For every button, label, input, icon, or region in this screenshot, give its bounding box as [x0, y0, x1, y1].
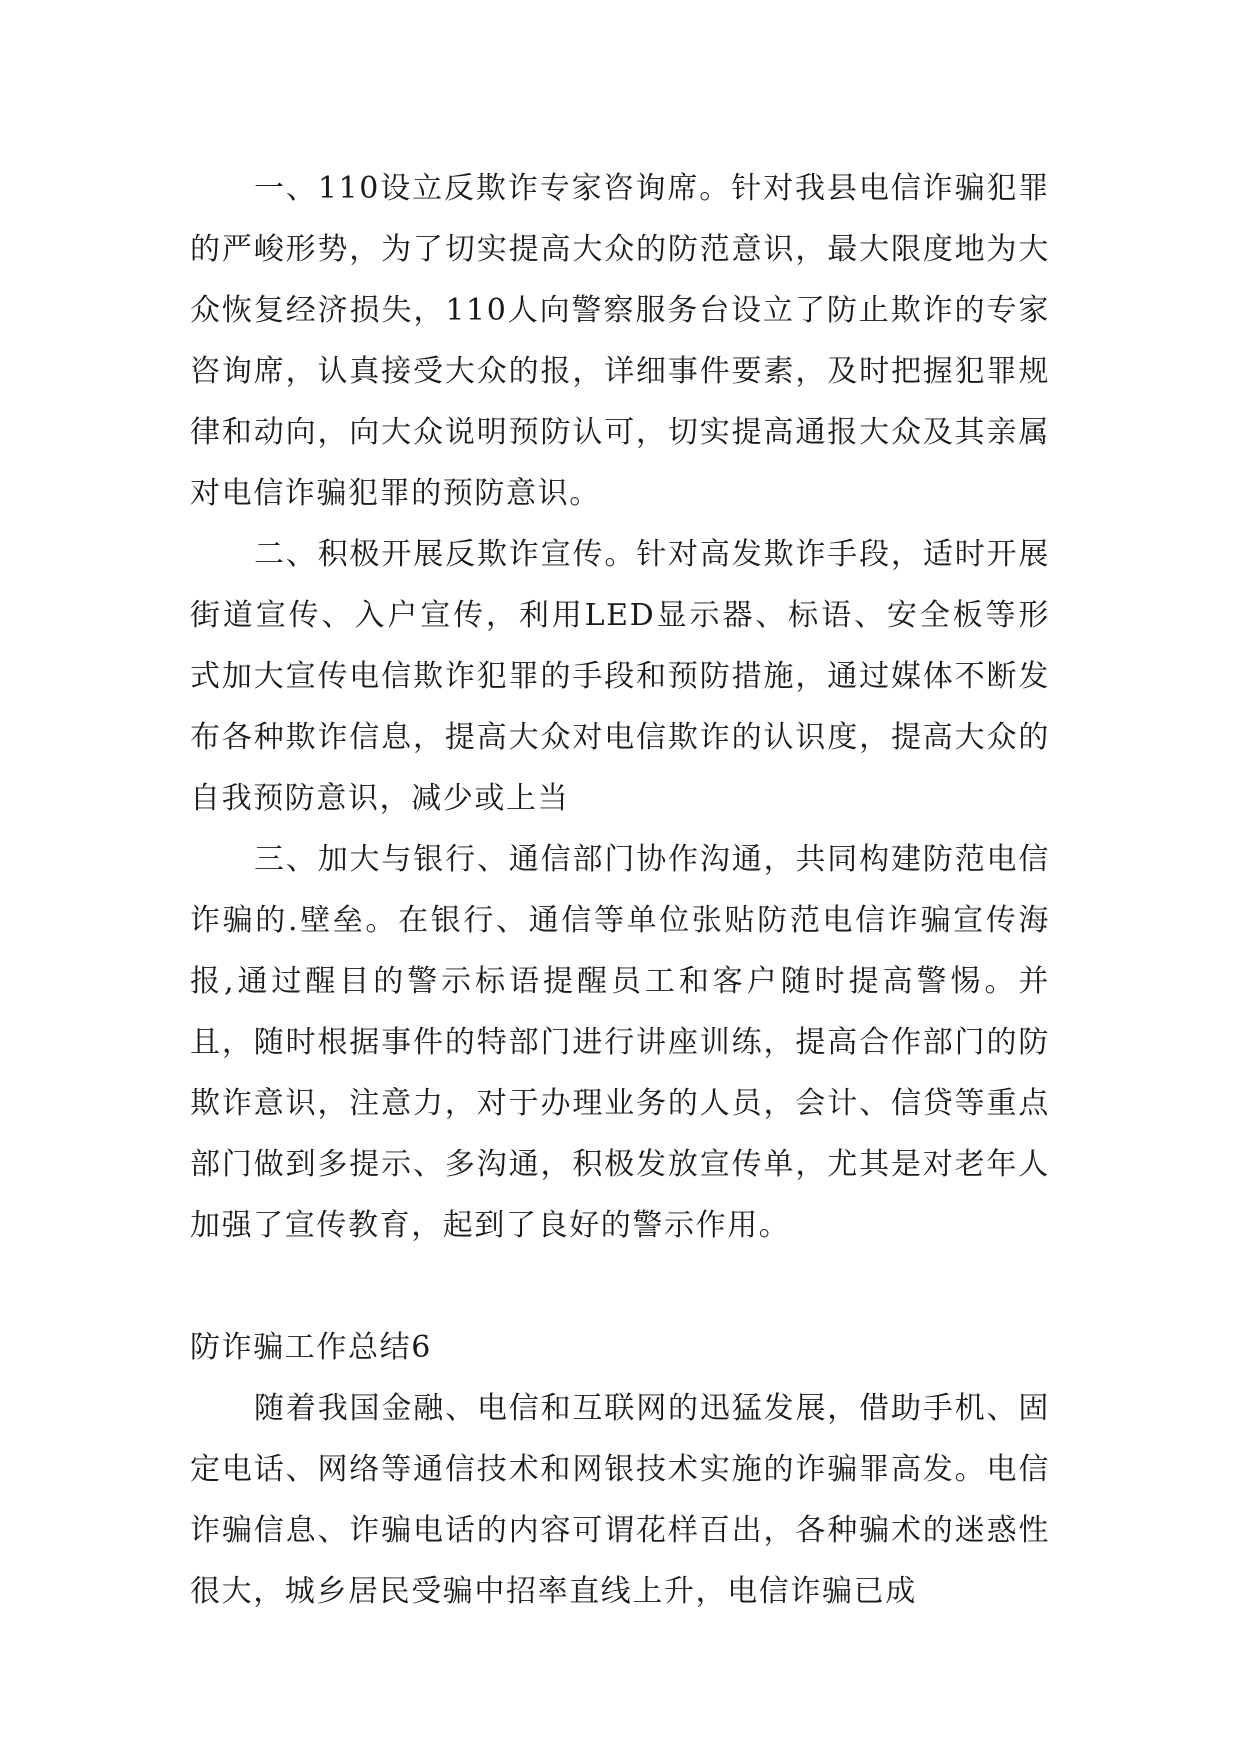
document-body: [190, 158, 1050, 1622]
paragraph-1: 一、110设立反欺诈专家咨询席。针对我县电信诈骗犯罪的严峻形势，为了切实提高大众的防范意识，最大限度地为大众恢复经济损失，110人向警察服务台设立了防止欺诈的专家咨询席，认真接受大众的报，详细事件要素，及时把握犯罪规律和动向，向大众说明预防认可，切实提高通报大众及其亲属对电信诈骗犯罪的预防意识。: [190, 171, 1050, 511]
paragraph-4: 随着我国金融、电信和互联网的迅猛发展，借助手机、固定电话、网络等通信技术和网银技术实施的诈骗罪高发。电信诈骗信息、诈骗电话的内容可谓花样百出，各种骗术的迷惑性很大，城乡居民受骗中招率直线上升，电信诈骗已成: [190, 1391, 1050, 1609]
paragraph-3: 三、加大与银行、通信部门协作沟通，共同构建防范电信诈骗的.壁垒。在银行、通信等单位张贴防范电信诈骗宣传海报,通过醒目的警示标语提醒员工和客户随时提高警惕。并且，随时根据事件的特部门进行讲座训练，提高合作部门的防欺诈意识，注意力，对于办理业务的人员，会计、信贷等重点部门做到多提示、多沟通，积极发放宣传单，尤其是对老年人加强了宣传教育，起到了良好的警示作用。: [190, 842, 1050, 1243]
paragraph-2: 二、积极开展反欺诈宣传。针对高发欺诈手段，适时开展街道宣传、入户宣传，利用LED显示器、标语、安全板等形式加大宣传电信欺诈犯罪的手段和预防措施，通过媒体不断发布各种欺诈信息，提高大众对电信欺诈的认识度，提高大众的自我预防意识，减少或上当: [190, 537, 1050, 816]
section-title: 防诈骗工作总结6: [190, 1330, 432, 1365]
